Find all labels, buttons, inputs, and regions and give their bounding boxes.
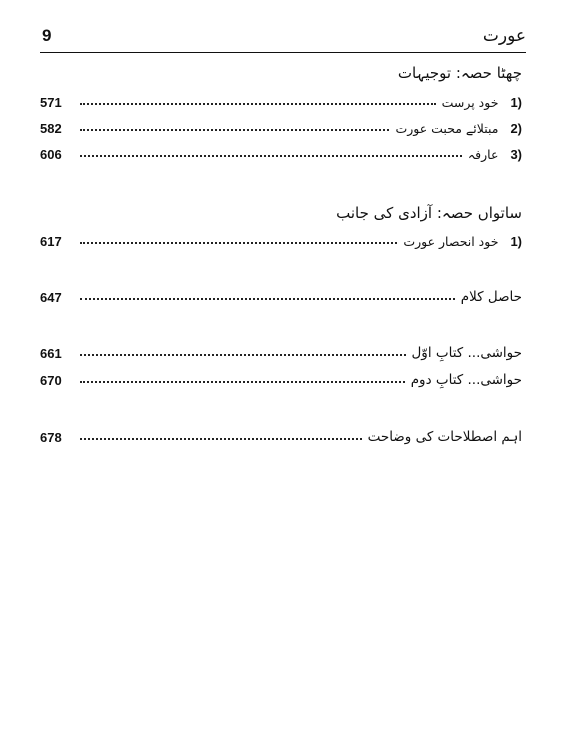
toc-entry[interactable] bbox=[40, 92, 522, 112]
page-header bbox=[40, 26, 526, 50]
page-number: 9 bbox=[42, 26, 52, 45]
dot-leader bbox=[80, 298, 455, 300]
toc-entry-notes-book-2[interactable] bbox=[40, 370, 522, 390]
toc-page-number: 661 bbox=[40, 345, 62, 361]
toc-entry-label: اہم اصطلاحات کی وضاحت bbox=[367, 429, 522, 445]
toc-page-number: 670 bbox=[40, 372, 62, 388]
toc-page-number: 571 bbox=[40, 94, 62, 110]
toc-entry-label: حواشی... کتابِ دوم bbox=[410, 372, 522, 388]
toc-entry-number: 3) bbox=[510, 146, 522, 162]
header-rule bbox=[40, 52, 526, 53]
toc-entry-label: حواشی... کتابِ اوّل bbox=[411, 345, 522, 361]
toc-entry[interactable] bbox=[40, 118, 522, 138]
toc-entry-conclusion[interactable] bbox=[40, 287, 522, 307]
toc-entry-label: عارفہ bbox=[467, 146, 499, 162]
section-title-6: چھٹا حصہ: توجیہات bbox=[397, 64, 522, 82]
toc-page-number: 606 bbox=[40, 146, 62, 162]
dot-leader bbox=[80, 103, 436, 105]
toc-entry-number: 1) bbox=[510, 94, 522, 110]
toc-entry-label: مبتلائے محبت عورت bbox=[395, 120, 499, 136]
toc-entry-label: حاصل کلام bbox=[460, 289, 522, 305]
toc-page-number: 647 bbox=[40, 289, 62, 305]
dot-leader bbox=[80, 354, 406, 356]
dot-leader bbox=[80, 381, 405, 383]
toc-entry-number: 2) bbox=[510, 120, 522, 136]
toc-entry-label: خود انحصار عورت bbox=[403, 233, 499, 249]
toc-page-number: 582 bbox=[40, 120, 62, 136]
section-title-7: ساتواں حصہ: آزادی کی جانب bbox=[336, 204, 522, 222]
toc-entry[interactable] bbox=[40, 231, 522, 251]
toc-entry[interactable] bbox=[40, 144, 522, 164]
toc-entry-number: 1) bbox=[510, 233, 522, 249]
toc-page-number: 678 bbox=[40, 429, 62, 445]
toc-page-number: 617 bbox=[40, 233, 62, 249]
dot-leader bbox=[80, 155, 462, 157]
toc-entry-glossary[interactable] bbox=[40, 427, 522, 447]
running-title: عورت bbox=[482, 26, 526, 46]
toc-entry-notes-book-1[interactable] bbox=[40, 343, 522, 363]
dot-leader bbox=[80, 129, 389, 131]
dot-leader bbox=[80, 438, 362, 440]
dot-leader bbox=[80, 242, 397, 244]
toc-entry-label: خود پرست bbox=[441, 94, 499, 110]
